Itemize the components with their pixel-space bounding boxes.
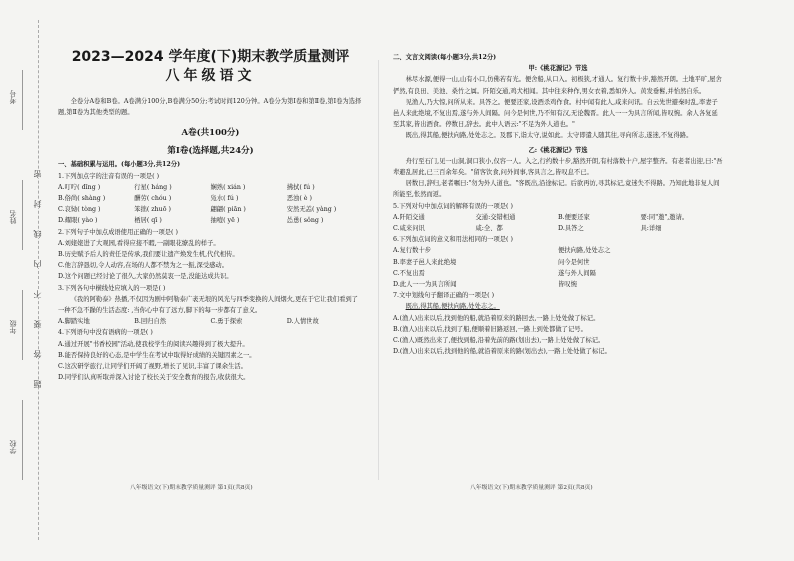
q3-stem: 3.下列各句中横线处应填入的一项是( ) xyxy=(58,284,166,292)
page-divider xyxy=(378,60,379,480)
q3-passage: 《我的阿勒泰》热播,不仅因为剧中阿勒泰广袤无垠的风光与四季变换的人间烟火,更在于它让我们看到了一种不急不躁的生活态度: ,当你心中有了远方,脚下的每一步都有了意义。 xyxy=(58,295,358,315)
q4-option-c[interactable]: C.这次研学旅行,让同学们开阔了视野,增长了见识,丰富了课余生活。 xyxy=(58,363,247,371)
option[interactable]: A.叮咛( dīng ) xyxy=(58,183,101,191)
q5-gloss: 要:同"邀",邀请。 xyxy=(640,213,689,221)
option: 拂拭( fú ) xyxy=(286,183,315,191)
q4-option-a[interactable]: A.通过开展"书香校园"活动,使我校学生的阅读兴趣得到了极大提升。 xyxy=(58,340,249,348)
q5-gloss: 交通:交错相通 xyxy=(475,213,516,221)
left-page-footer: 八年级语文(下)期末教学质量测评 第1页(共8页) xyxy=(130,485,253,491)
q5-option-c[interactable]: C.咸来问讯 xyxy=(393,225,425,233)
class-label: 年级 xyxy=(9,320,17,334)
option: 翩翩( piān ) xyxy=(210,206,246,214)
q4-stem: 4.下列语句中没有语病的一项是( ) xyxy=(58,329,153,337)
q2-option-d[interactable]: D.这个问题已经讨论了很久,大家仍然莫衷一是,没能达成共识。 xyxy=(58,273,233,281)
seal-char: 封 xyxy=(33,200,42,208)
class-line xyxy=(22,290,23,360)
volume-a-heading: A卷(共100分) xyxy=(181,128,240,139)
section2-heading: 二、文言文阅读(每小题3分,共12分) xyxy=(393,54,497,61)
seal-char: 内 xyxy=(33,260,42,268)
right-page xyxy=(393,52,723,357)
exam-instructions: 全卷分A卷和B卷。A卷满分100分,B卷满分50分;考试时间120分钟。A卷分为第Ⅰ卷和第Ⅱ卷,第Ⅰ卷为选择题,第Ⅱ卷为其他类型的题。 xyxy=(58,98,362,117)
binding-margin xyxy=(0,0,46,561)
seal-char: 密 xyxy=(33,170,42,178)
q5-gloss: 具:详细 xyxy=(640,225,662,233)
q3-option-d[interactable]: D.人情世故 xyxy=(286,318,319,326)
q2-option-a[interactable]: A.刘姥姥进了大观园,看得应接不暇,一副眼花缭乱的样子。 xyxy=(58,239,220,247)
q6-pair: 问今是何世 xyxy=(558,258,590,266)
q5-options-row xyxy=(393,223,723,234)
seal-char: 线 xyxy=(33,230,42,238)
q1-options-row xyxy=(58,193,363,204)
q6-pair: 皆叹惋 xyxy=(558,281,577,289)
q2-stem: 2.下列句子中加点成语使用正确的一项是( ) xyxy=(58,228,178,236)
q6-option-a[interactable]: A.复行数十步 xyxy=(393,247,432,255)
q6-options-row xyxy=(393,245,723,256)
q6-option-b[interactable]: B.率妻子邑人来此绝境 xyxy=(393,258,457,266)
q6-pair: 遂与外人间隔 xyxy=(558,269,596,277)
q6-options-row xyxy=(393,279,723,290)
school-label: 学校 xyxy=(9,440,17,454)
q5-options-row xyxy=(393,212,723,223)
passage-jia-title: 甲:《桃花源记》节选 xyxy=(528,65,588,73)
q5-gloss: 咸:全、都 xyxy=(475,225,503,233)
name-label: 姓名 xyxy=(9,210,17,224)
option: 抽噎( yē ) xyxy=(210,217,240,225)
option[interactable]: B.俗尚( shàng ) xyxy=(58,195,106,203)
school-line xyxy=(22,400,23,480)
q5-option-a[interactable]: A.阡陌交通 xyxy=(393,213,425,221)
option: 娴熟( xián ) xyxy=(210,183,246,191)
seal-char: 不 xyxy=(33,290,42,298)
passage-jia-paragraph: 林尽水源,便得一山,山有小口,仿佛若有光。便舍船,从口入。初极狭,才通人。复行数十步,豁然开朗。土地平旷,屋舍俨然,有良田、美池、桑竹之属。阡陌交通,鸡犬相闻。其中往来种作,男女衣着,悉如外人。黄发垂髫,并怡然自乐。 xyxy=(393,76,722,95)
q3-options xyxy=(58,316,363,327)
q6-options-row xyxy=(393,268,723,279)
exam-no-label: 考号 xyxy=(9,90,17,104)
option: 行星( háng ) xyxy=(134,183,172,191)
passage-jia-paragraph: 既出,得其船,便扶向路,处处志之。及郡下,诣太守,说如此。太守即遣人随其往,寻向所志,遂迷,不复得路。 xyxy=(405,132,693,140)
option: 安然无恙( yàng ) xyxy=(286,206,337,214)
option: 凫水( fú ) xyxy=(210,195,239,203)
option: 笨拙( zhuō ) xyxy=(134,206,171,214)
q1-options-row xyxy=(58,215,363,226)
q7-sentence: 既出,得其船,便扶向路,处处志之。 xyxy=(405,303,500,311)
seal-char: 题 xyxy=(33,380,42,388)
option: 酬劳( chóu ) xyxy=(134,195,172,203)
q3-option-b[interactable]: B.回归自然 xyxy=(134,318,167,326)
q6-options-row xyxy=(393,257,723,268)
option: 栖居( qī ) xyxy=(134,217,162,225)
option[interactable]: C.哀恸( tòng ) xyxy=(58,206,101,214)
passage-yi-paragraph: 舟行至石门,见一山洞,洞口狭小,仅容一人。入之,行约数十步,豁然开朗,有村落数十户,屋宇整齐。有老者出迎,曰:"吾辈避乱居此,已三百余年矣。"留客饮食,问外间事,客具言之,皆叹息不已。 xyxy=(393,157,723,177)
q7-option-c[interactable]: C.(渔人)既然出来了,便找到船,沿着先前的路(划出去),一路上处处做了标记。 xyxy=(393,337,605,345)
q1-options-row xyxy=(58,182,363,193)
passage-yi-title: 乙:《桃花源记》节选 xyxy=(528,146,588,154)
q7-option-d[interactable]: D.(渔人)出来以后,找到他的船,就沿着原来的路(划出去),一路上处处做了标记。 xyxy=(393,348,611,356)
left-page xyxy=(58,40,363,383)
name-line xyxy=(22,180,23,250)
q5-option-d[interactable]: D.具答之 xyxy=(558,225,584,233)
exam-title: 2023—2024 学年度(下)期末教学质量测评 xyxy=(71,49,350,65)
q3-option-c[interactable]: C.勇于探索 xyxy=(210,318,243,326)
q2-option-b[interactable]: B.历史赋予后人的责任是传承,我们要让遗产焕发生机,代代相传。 xyxy=(58,251,239,259)
part1-heading: 第Ⅰ卷(选择题,共24分) xyxy=(167,146,254,157)
passage-jia-paragraph: 见渔人,乃大惊,问所从来。具答之。便要还家,设酒杀鸡作食。村中闻有此人,咸来问讯。自云先世避秦时乱,率妻子邑人来此绝境,不复出焉,遂与外人间隔。问今是何世,乃不知有汉,无论魏晋。此人一一为具言所闻,皆叹惋。余人各复延至其家,皆出酒食。停数日,辞去。此中人语云:"不足为外人道也。" xyxy=(393,98,718,129)
q4-option-b[interactable]: B.能否保持良好的心态,是中学生在考试中取得好成绩的关键因素之一。 xyxy=(58,351,256,359)
passage-yi-paragraph: 居数日,辞归,老者嘱曰:"勿为外人道也。"客既出,沿途标记。后欲再访,寻其标记,竟迷失不得路。乃知此地非复人间所能至,怅然而返。 xyxy=(393,180,720,199)
q6-pair: 便扶向路,处处志之 xyxy=(558,247,611,255)
option[interactable]: D.耀眼( yào ) xyxy=(58,217,98,225)
q6-option-c[interactable]: C.不复出焉 xyxy=(393,269,425,277)
q6-option-d[interactable]: D.此人一一为具言所闻 xyxy=(393,281,457,289)
right-page-footer: 八年级语文(下)期末教学质量测评 第2页(共8页) xyxy=(470,485,593,491)
q5-stem: 5.下列对句中加点词的解释有误的一项是( ) xyxy=(393,202,513,210)
seal-char: 答 xyxy=(33,350,42,358)
exam-no-line xyxy=(22,70,23,130)
seal-char: 要 xyxy=(33,320,42,328)
option: 怂恿( sǒng ) xyxy=(286,217,324,225)
q7-option-a[interactable]: A.(渔人)出来以后,找到他的船,就沿着原来的路回去,一路上处处做了标记。 xyxy=(393,314,600,322)
q2-option-c[interactable]: C.他言辞恳切,令人动容,在场的人都不禁为之一振,深受感动。 xyxy=(58,262,229,270)
exam-subtitle: 八年级语文 xyxy=(165,68,256,84)
q1-stem: 1.下列加点字的注音有误的一项是( ) xyxy=(58,172,160,180)
q1-options-row xyxy=(58,204,363,215)
q4-option-d[interactable]: D.同学们认真听取并深入讨论了校长关于安全教育的报告,收获很大。 xyxy=(58,374,250,382)
seal-dashed-line xyxy=(38,20,39,540)
q5-option-b[interactable]: B.便要还家 xyxy=(558,213,590,221)
option: 恶浊( è ) xyxy=(286,195,312,203)
q6-stem: 6.下列加点词的意义和用法相同的一项是( ) xyxy=(393,236,513,244)
q7-option-b[interactable]: B.(渔人)出来以后,找到了船,便顺着旧路返回,一路上到处都做了记号。 xyxy=(393,325,587,333)
section1-heading: 一、基础积累与运用。(每小题3分,共12分) xyxy=(58,161,181,169)
q3-option-a[interactable]: A.脚踏实地 xyxy=(58,318,90,326)
q7-stem: 7.文中划线句子翻译正确的一项是( ) xyxy=(393,292,495,300)
